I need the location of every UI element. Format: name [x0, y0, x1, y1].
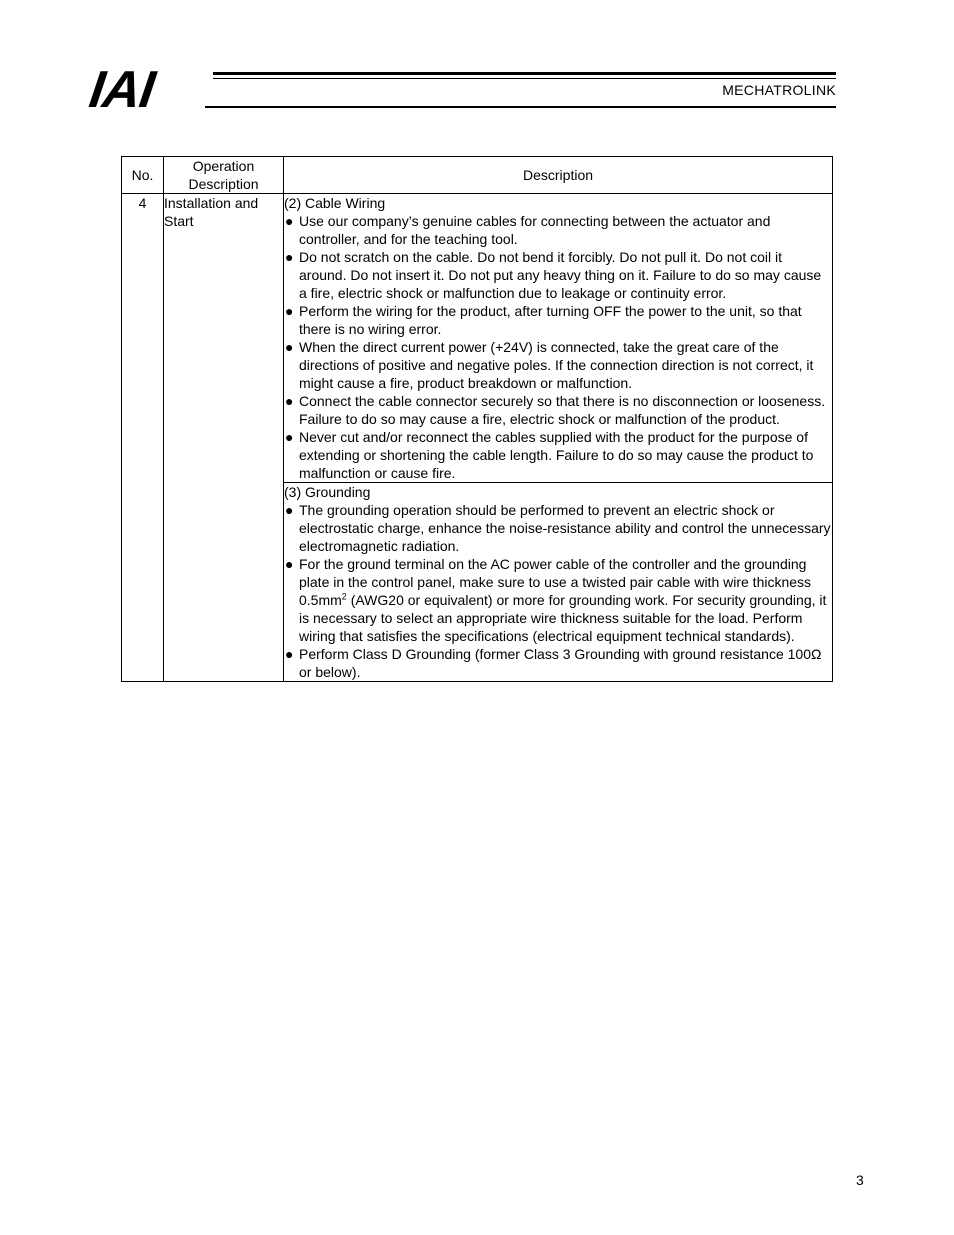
- bullet-icon: ●: [285, 502, 294, 518]
- row-operation: Installation and Start: [164, 194, 284, 682]
- list-item: [284, 338, 832, 392]
- list-item: [284, 212, 832, 248]
- list-item-text: Perform the wiring for the product, after turning OFF the power to the unit, so that there is no wiring error.: [299, 303, 802, 337]
- section-title: (2) Cable Wiring: [284, 195, 386, 211]
- table-row: [122, 194, 833, 483]
- bullet-icon: ●: [285, 213, 294, 229]
- bullet-icon: ●: [285, 646, 294, 662]
- bullet-icon: ●: [285, 303, 294, 319]
- section-grounding: [284, 483, 833, 682]
- page-number: 3: [856, 1172, 864, 1188]
- header-operation: Operation Description: [164, 157, 284, 194]
- list-item: [284, 302, 832, 338]
- list-item: [284, 248, 832, 302]
- list-item: [284, 392, 832, 428]
- list-item-text: [299, 556, 826, 644]
- header-rule-top: [213, 72, 836, 75]
- document-title: MECHATROLINK: [722, 82, 836, 98]
- operations-table: [121, 156, 833, 682]
- list-item-text: Do not scratch on the cable. Do not bend it forcibly. Do not pull it. Do not coil it around. Do not insert it. Do not put any heavy thing on it. Failure to do so may cause a fire, electric shock or malfunction due to leakage or continuity error.: [299, 249, 822, 301]
- header-rule-bottom: [205, 106, 836, 108]
- iai-logo: IAI: [85, 61, 158, 119]
- bullet-icon: ●: [285, 393, 294, 409]
- table-header-row: [122, 157, 833, 194]
- header-description: Description: [284, 157, 833, 194]
- list-item-text: Never cut and/or reconnect the cables supplied with the product for the purpose of extending or shortening the cable length. Failure to do so may cause the product to malfunction or cause fire.: [299, 429, 814, 481]
- list-item-text: Use our company’s genuine cables for connecting between the actuator and controller, and for the teaching tool.: [299, 213, 771, 247]
- list-item: [284, 645, 832, 681]
- superscript-2: 2: [341, 591, 347, 602]
- list-item-text: The grounding operation should be performed to prevent an electric shock or electrostatic charge, enhance the noise-resistance ability and control the unnecessary electromagnetic radiation.: [299, 502, 831, 554]
- bullet-icon: ●: [285, 429, 294, 445]
- wire-text-before: For the ground terminal on the AC power cable of the controller and the grounding plate in the control panel, make sure to use a twisted pair cable with wire thickness 0.5mm: [299, 556, 812, 608]
- bullet-icon: ●: [285, 556, 294, 572]
- list-item-text: Connect the cable connector securely so that there is no disconnection or looseness. Failure to do so may cause a fire, electric shock or malfunction of the product.: [299, 393, 826, 427]
- bullet-list: [284, 212, 832, 482]
- header-no: No.: [122, 157, 164, 194]
- list-item: [284, 501, 832, 555]
- section-cable-wiring: [284, 194, 833, 483]
- list-item: [284, 555, 832, 645]
- bullet-list: [284, 501, 832, 681]
- section-title: (3) Grounding: [284, 484, 371, 500]
- list-item-text: Perform Class D Grounding (former Class 3 Grounding with ground resistance 100Ω or below).: [299, 646, 822, 680]
- bullet-icon: ●: [285, 339, 294, 355]
- list-item: [284, 428, 832, 482]
- row-number: 4: [122, 194, 164, 682]
- header-rule-top-thin: [213, 78, 836, 79]
- wire-text-after: (AWG20 or equivalent) or more for grounding work. For security grounding, it is necessary to select an appropriate wire thickness suitable for the load. Perform wiring that satisfies the specifications (electrical equipment technical standards).: [299, 592, 827, 644]
- list-item-text: When the direct current power (+24V) is connected, take the great care of the directions of positive and negative poles. If the connection direction is not correct, it might cause a fire, product breakdown or malfunction.: [299, 339, 814, 391]
- bullet-icon: ●: [285, 249, 294, 265]
